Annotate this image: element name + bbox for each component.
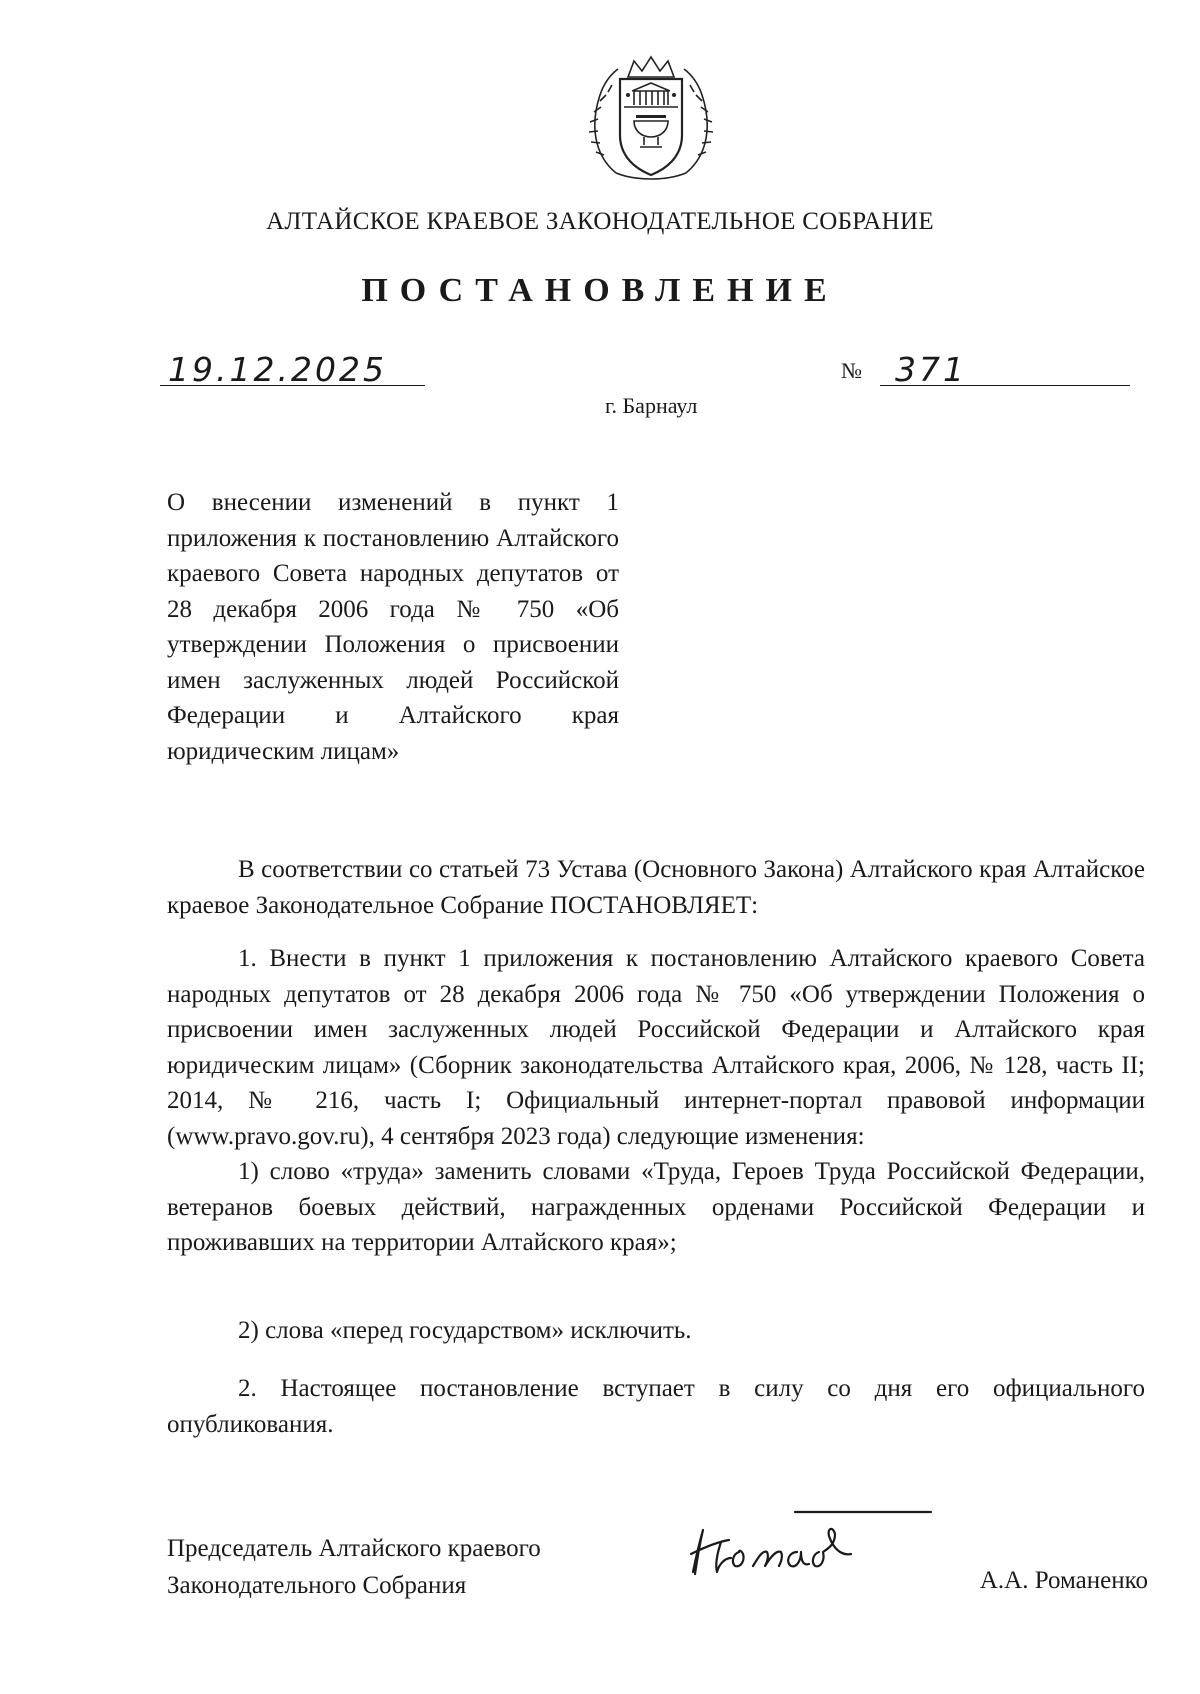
item-1-block — [167, 941, 1145, 1261]
number-underline — [880, 385, 1130, 386]
signatory-position-line-1: Председатель Алтайского краевого — [167, 1535, 541, 1562]
preamble-text: В соответствии со статьей 73 Устава (Основного Закона) Алтайского края Алтайское краевое Законодательное Собрание ПОСТАНОВЛЯЕТ: — [167, 856, 1145, 919]
city-name: г. Барнаул — [605, 393, 698, 418]
date-underline — [160, 385, 425, 386]
document-subject: О внесении изменений в пункт 1 приложения к постановлению Алтайского краевого Совета народных депутатов от 28 декабря 2006 года № 750 «Об утверждении Положения о присвоении имен заслуженных людей Российской Федерации и Алтайского края юридическим лицам» — [167, 489, 619, 765]
signatory-name: А.А. Романенко — [979, 1567, 1148, 1594]
handwritten-signature — [683, 1502, 953, 1592]
number-sign: № — [841, 358, 862, 383]
signatory-position — [167, 1530, 617, 1604]
item-1-2-block — [167, 1313, 1145, 1349]
item-1-1-text: 1) слово «труда» заменить словами «Труда, Героев Труда Российской Федерации, ветеранов боевых действий, награжденных орденами Российской Федерации и проживавших на территории Алтайского края»; — [167, 1158, 1145, 1256]
item-1-2-text: 2) слова «перед государством» исключить. — [238, 1317, 692, 1344]
signatory-position-line-2: Законодательного Собрания — [167, 1572, 467, 1599]
item-2-block — [167, 1371, 1145, 1442]
item-1-text: 1. Внести в пункт 1 приложения к постановлению Алтайского краевого Совета народных депутатов от 28 декабря 2006 года № 750 «Об утверждении Положения о присвоении имен заслуженных людей Российской Федерации и Алтайского края юридическим лицам» (Сборник законодательства Алтайского края, 2006, № 128, часть II; 2014, № 216, часть I; Официальный интернет-портал правовой информации (www.pravo.gov.ru), 4 сентября 2023 года) следующие изменения: — [167, 945, 1145, 1150]
preamble-paragraph — [167, 852, 1145, 923]
document-type-title: ПОСТАНОВЛЕНИЕ — [361, 272, 839, 309]
altai-krai-coat-of-arms-icon — [586, 55, 716, 187]
document-date: 19.12.2025 — [168, 350, 387, 389]
organization-name: АЛТАЙСКОЕ КРАЕВОЕ ЗАКОНОДАТЕЛЬНОЕ СОБРАНИЕ — [266, 208, 934, 235]
document-number: 371 — [895, 350, 967, 389]
item-2-text: 2. Настоящее постановление вступает в силу со дня его официального опубликования. — [167, 1375, 1145, 1438]
